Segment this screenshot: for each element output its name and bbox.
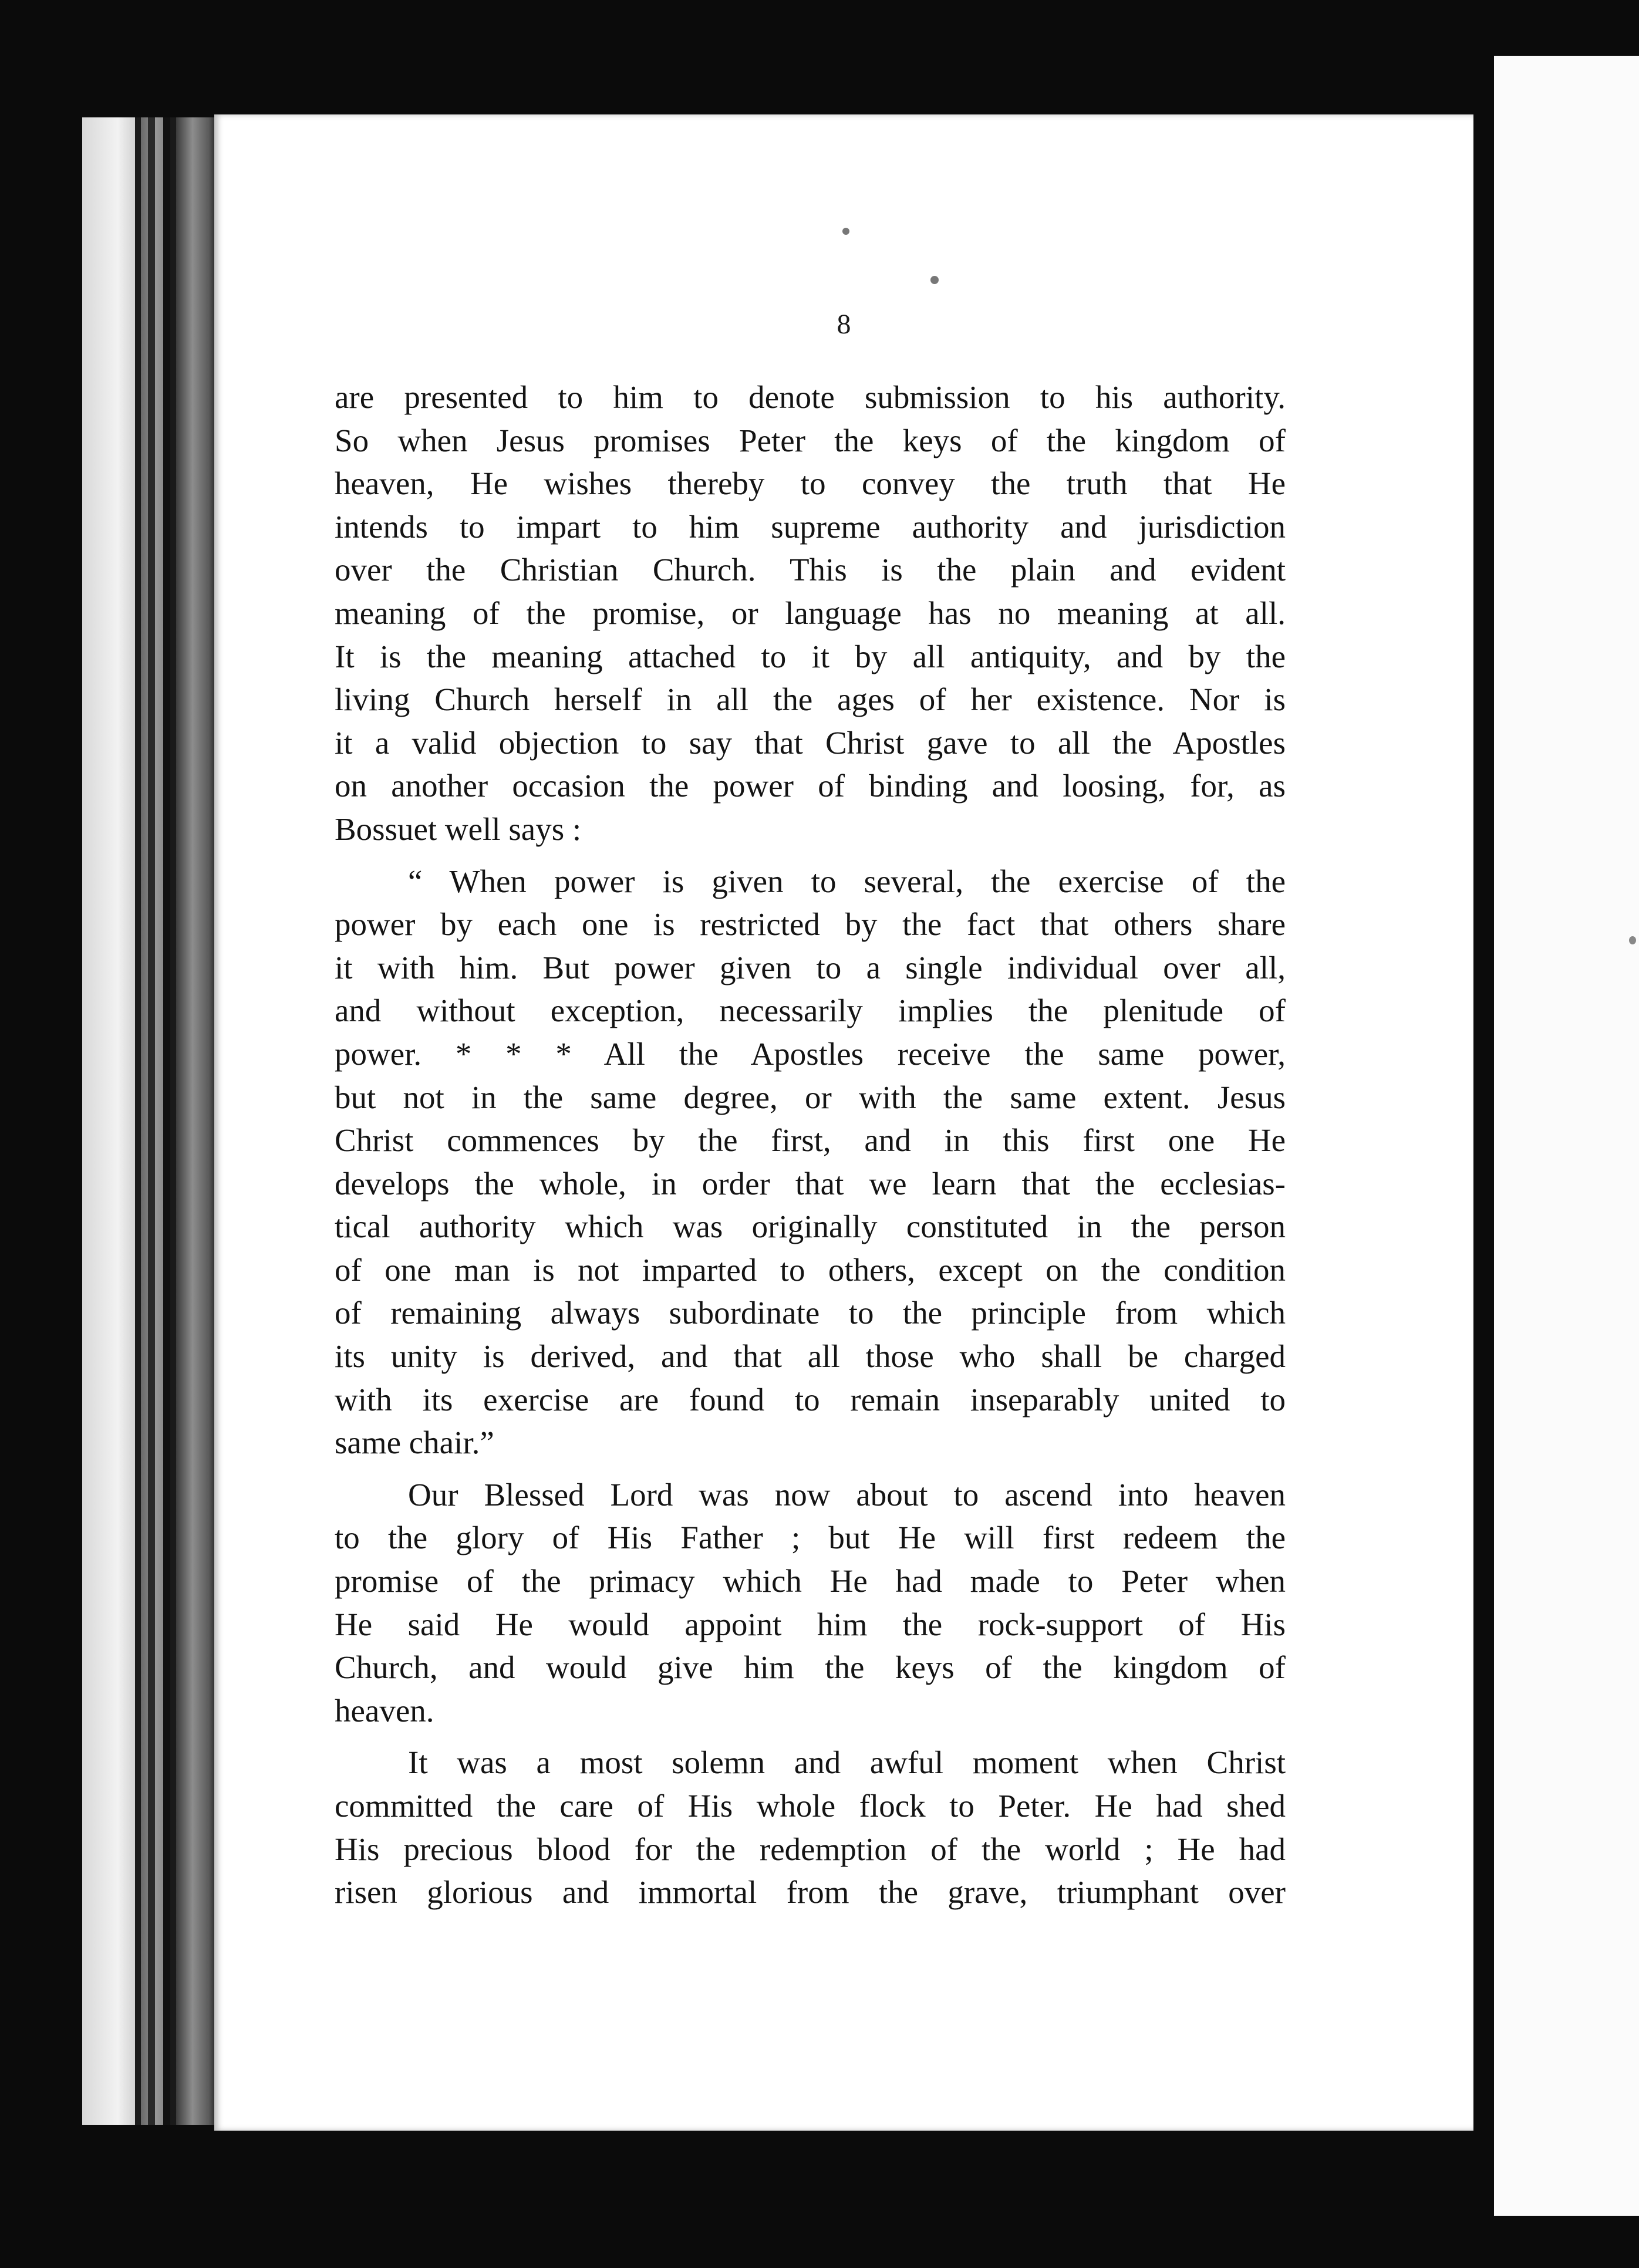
paragraph-3 <box>335 1473 1286 1733</box>
text-line: intends to impart to him supreme authority and jurisdiction <box>335 508 1286 545</box>
text-line: it a valid objection to say that Christ gave to all the Apostles <box>335 724 1286 761</box>
text-line: power. * * * All the Apostles receive the same power, <box>335 1035 1286 1072</box>
page-body-text <box>335 376 1286 1914</box>
bossuet-quotation <box>335 860 1286 1464</box>
text-line: risen glorious and immortal from the grave, triumphant over <box>335 1874 1286 1911</box>
paragraph-1 <box>335 376 1286 851</box>
text-line: heaven. <box>335 1692 434 1729</box>
text-line: His precious blood for the redemption of the world ; He had <box>335 1831 1286 1867</box>
text-line: It is the meaning attached to it by all antiquity, and by the <box>335 638 1286 674</box>
text-line: Church, and would give him the keys of the kingdom of <box>335 1649 1286 1686</box>
text-line: it with him. But power given to a single individual over all, <box>335 949 1286 986</box>
text-line: So when Jesus promises Peter the keys of the kingdom of <box>335 422 1286 458</box>
text-line: tical authority which was originally constituted in the person <box>335 1209 1286 1245</box>
text-line: Bossuet well says : <box>335 811 582 847</box>
text-line: its unity is derived, and that all those who shall be charged <box>335 1338 1286 1375</box>
text-line: develops the whole, in order that we learn that the ecclesias- <box>335 1165 1286 1202</box>
text-line: over the Christian Church. This is the plain and evident <box>335 552 1286 588</box>
text-line: of one man is not imparted to others, except on the condition <box>335 1251 1286 1288</box>
text-line: and without exception, necessarily implies the plenitude of <box>335 993 1286 1029</box>
text-line: It was a most solemn and awful moment when Christ <box>408 1744 1286 1781</box>
paragraph-4 <box>335 1741 1286 1913</box>
text-line: but not in the same degree, or with the same extent. Jesus <box>335 1079 1286 1115</box>
text-line: with its exercise are found to remain inseparably united to <box>335 1381 1286 1418</box>
text-line: “ When power is given to several, the exercise of the <box>408 863 1286 899</box>
text-line: to the glory of His Father ; but He will first redeem the <box>335 1520 1286 1556</box>
scan-speck <box>930 276 939 284</box>
text-line: Our Blessed Lord was now about to ascend into heaven <box>408 1476 1286 1513</box>
text-line: Christ commences by the first, and in this first one He <box>335 1122 1286 1159</box>
book-page <box>214 114 1473 2131</box>
text-line: same chair.” <box>335 1425 494 1461</box>
text-line: committed the care of His whole flock to Peter. He had shed <box>335 1788 1286 1824</box>
text-line: of remaining always subordinate to the principle from which <box>335 1295 1286 1331</box>
next-page-edge <box>1494 56 1639 2216</box>
text-line: promise of the primacy which He had made to Peter when <box>335 1563 1286 1599</box>
text-line: power by each one is restricted by the fact that others share <box>335 906 1286 943</box>
scan-speck <box>1629 936 1636 944</box>
text-line: He said He would appoint him the rock-support of His <box>335 1606 1286 1642</box>
text-line: are presented to him to denote submission to his authority. <box>335 379 1286 415</box>
gutter-shadow <box>176 117 217 2125</box>
page-number: 8 <box>837 309 851 340</box>
text-line: living Church herself in all the ages of her existence. Nor is <box>335 681 1286 718</box>
text-line: heaven, He wishes thereby to convey the truth that He <box>335 465 1286 502</box>
text-line: on another occasion the power of binding and loosing, for, as <box>335 768 1286 804</box>
text-line: meaning of the promise, or language has no meaning at all. <box>335 595 1286 631</box>
scan-speck <box>842 228 849 235</box>
